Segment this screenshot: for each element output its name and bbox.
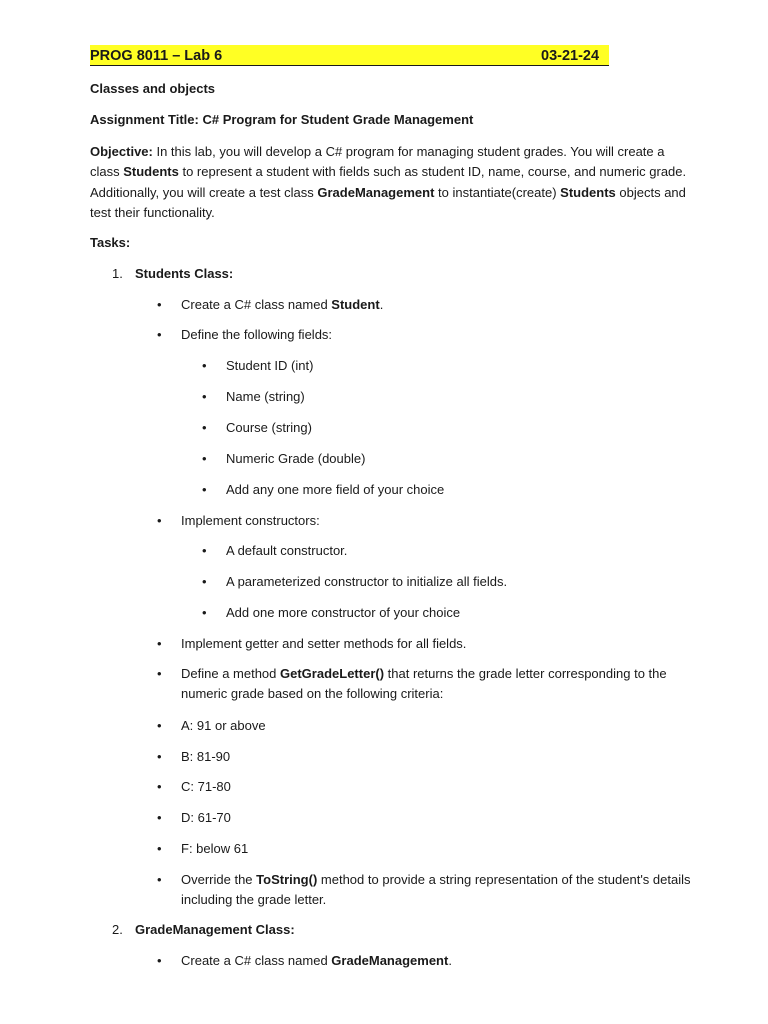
- list-item-constructors-intro: Implement constructors:: [181, 513, 320, 528]
- bullet-icon: •: [157, 327, 162, 342]
- list-item-field: Name (string): [226, 389, 305, 404]
- bullet-icon: •: [157, 718, 162, 733]
- task-1-title: Students Class:: [135, 266, 234, 281]
- bullet-icon: •: [202, 482, 207, 497]
- lab-title: PROG 8011 – Lab 6: [90, 48, 223, 64]
- objective-bold-2: GradeManagement: [317, 184, 435, 200]
- list-item-field: Add any one more field of your choice: [226, 482, 445, 497]
- create-student-tail: .: [379, 297, 384, 312]
- bullet-icon: •: [157, 636, 162, 651]
- override-bold: ToString(): [256, 872, 318, 887]
- assignment-title: [90, 110, 473, 130]
- objective-bold-3: Students: [560, 184, 616, 200]
- list-item-field: Student ID (int): [226, 358, 314, 373]
- task-1-number: 1.: [112, 266, 123, 281]
- objective-paragraph: [90, 142, 690, 223]
- objective-text-4: objects and test their functionality.: [90, 184, 686, 220]
- bullet-icon: •: [202, 451, 207, 466]
- bullet-icon: •: [157, 513, 162, 528]
- list-item-constructor: Add one more constructor of your choice: [226, 605, 461, 620]
- lab-date: 03-21-24: [541, 48, 600, 64]
- header-bar: [90, 45, 609, 66]
- list-item-grade: D: 61-70: [181, 810, 231, 825]
- bullet-icon: •: [202, 574, 207, 589]
- list-item-field: Numeric Grade (double): [226, 451, 366, 466]
- grade-method-text-1: Define a method: [181, 666, 281, 681]
- list-item-constructor: A default constructor.: [226, 543, 348, 558]
- bullet-icon: •: [157, 872, 162, 887]
- assignment-label: Assignment Title:: [90, 112, 199, 127]
- list-item-grade-method: [181, 664, 701, 704]
- task-2-title: GradeManagement Class:: [135, 922, 295, 937]
- bullet-icon: •: [157, 749, 162, 764]
- tasks-label: Tasks:: [90, 235, 131, 250]
- create-gm-tail: .: [448, 953, 452, 968]
- subtitle: Classes and objects: [90, 81, 215, 96]
- assignment-text: C# Program for Student Grade Management: [202, 112, 474, 127]
- bullet-icon: •: [202, 605, 207, 620]
- bullet-icon: •: [157, 779, 162, 794]
- list-item-fields-intro: Define the following fields:: [181, 327, 333, 342]
- bullet-icon: •: [202, 420, 207, 435]
- list-item-override: [181, 870, 701, 910]
- bullet-icon: •: [202, 358, 207, 373]
- list-item-grade: F: below 61: [181, 841, 249, 856]
- task-2-number: 2.: [112, 922, 123, 937]
- list-item-grade: C: 71-80: [181, 779, 231, 794]
- override-text-1: Override the: [181, 872, 257, 887]
- create-student-text: Create a C# class named: [181, 297, 332, 312]
- objective-text-1: In this lab, you will develop a C# program for managing student grades. You will create a class: [90, 144, 665, 180]
- list-item-grade: A: 91 or above: [181, 718, 266, 733]
- list-item-create-grade-management: [181, 951, 701, 971]
- grade-method-text-2: that returns the grade letter corresponding to the numeric grade based on the following criteria:: [181, 666, 667, 701]
- objective-bold-1: Students: [123, 164, 179, 180]
- objective-text-3: to instantiate(create): [434, 184, 561, 200]
- list-item-constructor: A parameterized constructor to initialize all fields.: [226, 574, 508, 589]
- create-gm-bold: GradeManagement: [331, 953, 449, 968]
- bullet-icon: •: [157, 666, 162, 681]
- bullet-icon: •: [202, 543, 207, 558]
- create-student-bold: Student: [331, 297, 380, 312]
- grade-method-bold: GetGradeLetter(): [280, 666, 385, 681]
- list-item-field: Course (string): [226, 420, 312, 435]
- objective-label: Objective:: [90, 144, 153, 159]
- bullet-icon: •: [157, 297, 162, 312]
- list-item-getters: Implement getter and setter methods for all fields.: [181, 636, 467, 651]
- create-gm-text: Create a C# class named: [181, 953, 332, 968]
- bullet-icon: •: [157, 841, 162, 856]
- override-text-2: method to provide a string representation of the student's details including the grade letter.: [181, 872, 691, 907]
- bullet-icon: •: [157, 953, 162, 968]
- bullet-icon: •: [157, 810, 162, 825]
- list-item-grade: B: 81-90: [181, 749, 231, 764]
- list-item-create-student: [181, 295, 701, 315]
- objective-text-2: to represent a student with fields such as student ID, name, course, and numeric grade. Additionally, you will create a test class: [90, 164, 687, 200]
- bullet-icon: •: [202, 389, 207, 404]
